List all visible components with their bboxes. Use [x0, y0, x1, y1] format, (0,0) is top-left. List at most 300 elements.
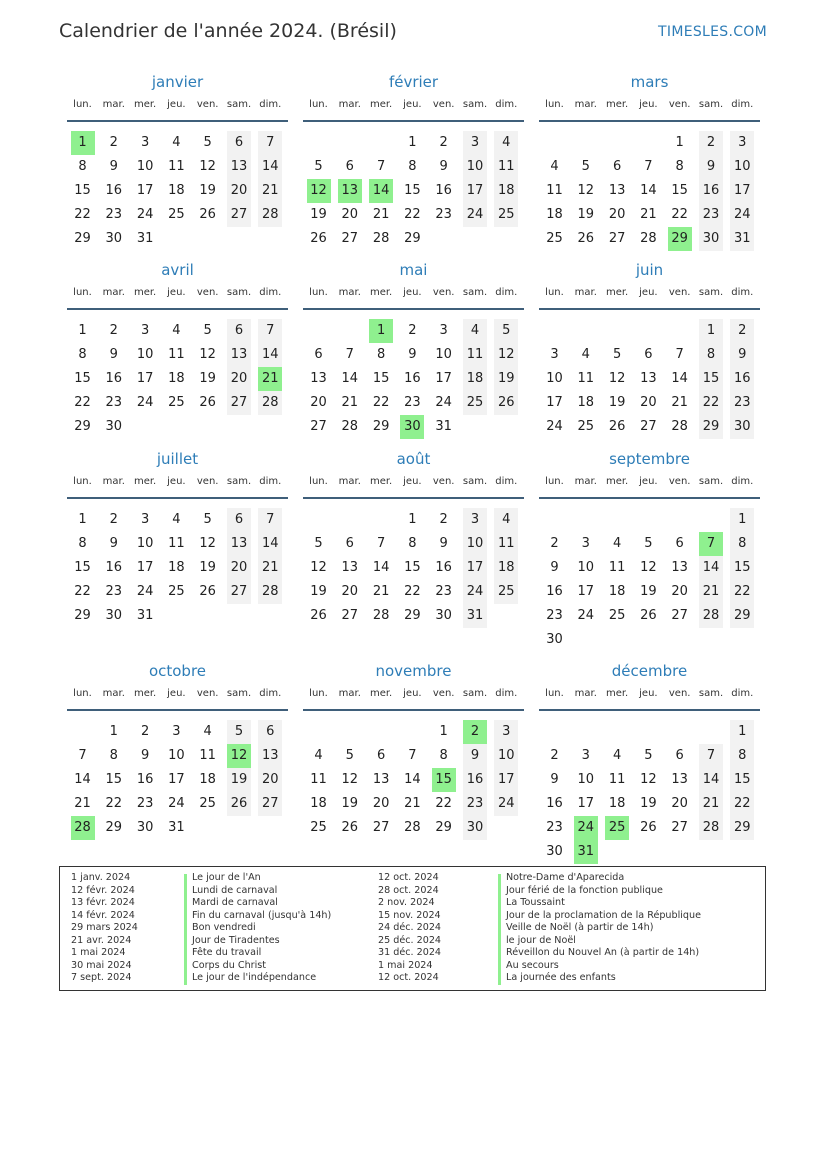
day-cell: 23: [136, 796, 154, 811]
day-cell: 30: [699, 227, 723, 251]
day-cell: 29: [730, 816, 754, 840]
day-cell: 21: [671, 395, 688, 410]
day-cell: 26: [310, 608, 327, 623]
day-cell: 5: [494, 319, 518, 343]
day-cell: 20: [310, 395, 327, 410]
day-cell: 5: [314, 159, 323, 174]
day-cell: 31: [435, 419, 452, 434]
day-cell: 6: [227, 131, 251, 155]
day-cell: 21: [258, 179, 282, 203]
day-cell: 16: [546, 584, 563, 599]
day-cell: 17: [494, 768, 518, 792]
holiday-name: Mardi de carnaval: [192, 897, 278, 908]
weekday-header: lun.: [309, 99, 328, 110]
day-cell: 13: [258, 744, 282, 768]
holiday-day-cell: 28: [71, 816, 95, 840]
day-cell: 2: [439, 135, 448, 150]
day-cell: 4: [203, 724, 212, 739]
day-cell: 3: [172, 724, 181, 739]
day-cell: 30: [105, 608, 123, 623]
day-cell: 6: [644, 347, 653, 362]
day-cell: 14: [699, 556, 723, 580]
day-cell: 3: [140, 323, 150, 338]
holiday-date: 1 mai 2024: [71, 947, 126, 958]
day-cell: 5: [644, 536, 653, 551]
day-cell: 19: [494, 367, 518, 391]
day-cell: 28: [699, 816, 723, 840]
day-cell: 25: [608, 608, 626, 623]
day-cell: 2: [439, 512, 448, 527]
day-cell: 21: [372, 584, 390, 599]
weekday-header: dim.: [731, 688, 754, 699]
day-cell: 21: [341, 395, 359, 410]
day-cell: 21: [640, 207, 657, 222]
day-cell: 22: [372, 395, 390, 410]
day-cell: 24: [136, 584, 154, 599]
weekday-header: mar.: [102, 476, 125, 487]
day-cell: 19: [310, 207, 327, 222]
day-cell: 3: [581, 536, 590, 551]
holiday-date: 31 déc. 2024: [378, 947, 442, 958]
day-cell: 29: [404, 608, 421, 623]
day-cell: 10: [577, 772, 595, 787]
weekday-header: jeu.: [403, 476, 422, 487]
holiday-name: Lundi de carnaval: [192, 884, 278, 896]
day-cell: 23: [105, 395, 123, 410]
day-cell: 4: [463, 319, 487, 343]
day-cell: 8: [408, 159, 417, 174]
weekday-header: sam.: [226, 287, 252, 298]
holiday-date: 25 déc. 2024: [378, 934, 442, 946]
day-cell: 9: [463, 744, 487, 768]
day-cell: 4: [172, 135, 181, 150]
weekday-header: ven.: [196, 688, 219, 699]
day-cell: 27: [258, 792, 282, 816]
day-cell: 14: [372, 560, 390, 575]
holiday-day-cell: 21: [258, 367, 282, 391]
month-name: mars: [630, 73, 669, 91]
day-cell: 11: [608, 772, 626, 787]
day-cell: 12: [608, 371, 626, 386]
day-cell: 17: [136, 560, 154, 575]
weekday-header: lun.: [73, 476, 92, 487]
holiday-day-cell: 14: [369, 179, 393, 203]
day-cell: 29: [74, 419, 91, 434]
day-cell: 15: [105, 772, 123, 787]
month-divider: [67, 308, 288, 310]
weekday-header: dim.: [259, 688, 282, 699]
day-cell: 5: [644, 748, 653, 763]
day-cell: 18: [608, 584, 626, 599]
day-cell: 6: [675, 748, 684, 763]
day-cell: 8: [78, 536, 87, 551]
day-cell: 27: [227, 580, 251, 604]
day-cell: 2: [408, 323, 417, 338]
day-cell: 26: [199, 584, 216, 599]
day-cell: 14: [341, 371, 359, 386]
day-cell: 13: [341, 560, 359, 575]
day-cell: 20: [341, 584, 359, 599]
day-cell: 23: [699, 203, 723, 227]
day-cell: 15: [699, 367, 723, 391]
day-cell: 4: [550, 159, 559, 174]
day-cell: 8: [730, 744, 754, 768]
day-cell: 23: [463, 792, 487, 816]
month-divider: [539, 120, 760, 122]
day-cell: 10: [577, 560, 595, 575]
holiday-dates-right: [378, 872, 441, 985]
day-cell: 16: [699, 179, 723, 203]
day-cell: 27: [227, 391, 251, 415]
day-cell: 26: [494, 391, 518, 415]
day-cell: 10: [136, 347, 154, 362]
day-cell: 7: [675, 347, 684, 362]
weekday-header: lun.: [309, 287, 328, 298]
day-cell: 7: [345, 347, 354, 362]
day-cell: 3: [494, 720, 518, 744]
weekday-header: mer.: [133, 99, 157, 110]
month-divider: [303, 308, 524, 310]
holiday-name: Le jour de l'An: [192, 872, 261, 883]
day-cell: 28: [372, 231, 390, 246]
day-cell: 2: [140, 724, 150, 739]
day-cell: 6: [258, 720, 282, 744]
day-cell: 16: [730, 367, 754, 391]
day-cell: 27: [227, 203, 251, 227]
day-cell: 27: [671, 820, 688, 835]
month-divider: [67, 120, 288, 122]
day-cell: 14: [74, 772, 91, 787]
day-cell: 10: [136, 159, 154, 174]
day-cell: 21: [699, 792, 723, 816]
weekday-header: ven.: [432, 99, 455, 110]
day-cell: 25: [310, 820, 327, 835]
day-cell: 20: [341, 207, 359, 222]
day-cell: 5: [203, 323, 212, 338]
weekday-header: lun.: [545, 99, 564, 110]
day-cell: 12: [199, 159, 216, 174]
weekday-header: lun.: [73, 99, 92, 110]
weekday-header: ven.: [432, 688, 455, 699]
day-cell: 7: [258, 131, 282, 155]
holiday-name: Corps du Christ: [192, 959, 267, 971]
day-cell: 30: [435, 608, 452, 623]
weekday-header: dim.: [731, 99, 754, 110]
weekday-header: mer.: [605, 476, 629, 487]
holiday-name: Fête du travail: [192, 947, 262, 958]
day-cell: 25: [463, 391, 487, 415]
day-cell: 6: [227, 319, 251, 343]
day-cell: 14: [258, 343, 282, 367]
weekday-header: mer.: [369, 99, 393, 110]
day-cell: 29: [105, 820, 123, 835]
day-cell: 4: [172, 512, 181, 527]
holiday-date: 28 oct. 2024: [378, 884, 439, 896]
day-cell: 30: [730, 415, 754, 439]
day-cell: 31: [136, 231, 154, 246]
day-cell: 22: [435, 796, 452, 811]
holiday-day-cell: 12: [307, 179, 331, 203]
day-cell: 6: [376, 748, 386, 763]
day-cell: 16: [404, 371, 421, 386]
day-cell: 17: [168, 772, 185, 787]
day-cell: 11: [168, 536, 185, 551]
holiday-name: La Toussaint: [506, 897, 565, 908]
day-cell: 16: [105, 183, 123, 198]
day-cell: 18: [494, 179, 518, 203]
weekday-header: mar.: [574, 476, 597, 487]
day-cell: 13: [640, 371, 657, 386]
weekday-header: mer.: [369, 688, 393, 699]
weekday-header: dim.: [259, 476, 282, 487]
day-cell: 16: [105, 371, 123, 386]
day-cell: 15: [404, 183, 421, 198]
day-cell: 20: [608, 207, 626, 222]
day-cell: 3: [550, 347, 559, 362]
month-divider: [539, 709, 760, 711]
holiday-day-cell: 29: [668, 227, 692, 251]
weekday-header: sam.: [226, 476, 252, 487]
holiday-day-cell: 31: [574, 840, 598, 864]
day-cell: 28: [372, 608, 390, 623]
weekday-header: dim.: [495, 99, 518, 110]
day-cell: 26: [227, 792, 251, 816]
day-cell: 10: [435, 347, 452, 362]
day-cell: 22: [730, 792, 754, 816]
day-cell: 31: [730, 227, 754, 251]
day-cell: 29: [372, 419, 390, 434]
day-cell: 18: [577, 395, 595, 410]
weekday-header: jeu.: [639, 476, 658, 487]
holiday-marker-bar: [498, 874, 501, 985]
day-cell: 18: [463, 367, 487, 391]
holiday-name: La journée des enfants: [506, 972, 616, 983]
day-cell: 17: [136, 183, 154, 198]
day-cell: 8: [408, 536, 417, 551]
month-name: février: [388, 73, 439, 91]
day-cell: 22: [74, 584, 91, 599]
day-cell: 23: [105, 207, 123, 222]
holiday-day-cell: 12: [227, 744, 251, 768]
weekday-header: dim.: [259, 99, 282, 110]
holiday-date: 13 févr. 2024: [71, 897, 135, 908]
day-cell: 19: [199, 560, 216, 575]
day-cell: 2: [109, 323, 118, 338]
day-cell: 18: [494, 556, 518, 580]
day-cell: 25: [494, 203, 518, 227]
holiday-name: Bon vendredi: [192, 922, 256, 933]
day-cell: 6: [612, 159, 622, 174]
day-cell: 16: [435, 183, 452, 198]
day-cell: 1: [675, 135, 684, 150]
holiday-date: 30 mai 2024: [71, 959, 132, 971]
holiday-name: Jour de la proclamation de la République: [506, 909, 702, 921]
weekday-header: dim.: [495, 688, 518, 699]
month-name: juillet: [156, 450, 199, 468]
day-cell: 22: [74, 395, 91, 410]
day-cell: 20: [372, 796, 390, 811]
weekday-header: mar.: [102, 688, 125, 699]
day-cell: 21: [74, 796, 91, 811]
month-divider: [539, 308, 760, 310]
day-cell: 18: [168, 560, 185, 575]
day-cell: 26: [577, 231, 595, 246]
weekday-header: ven.: [668, 688, 691, 699]
site-link[interactable]: TIMESLES.COM: [658, 24, 767, 40]
holiday-date: 12 oct. 2024: [378, 972, 439, 983]
weekday-header: sam.: [698, 476, 724, 487]
day-cell: 12: [640, 560, 657, 575]
day-cell: 8: [78, 347, 87, 362]
day-cell: 11: [168, 347, 185, 362]
holiday-date: 15 nov. 2024: [378, 909, 441, 921]
day-cell: 21: [372, 207, 390, 222]
weekday-header: sam.: [462, 688, 488, 699]
holiday-names-left: [192, 872, 331, 985]
day-cell: 4: [612, 748, 622, 763]
weekday-header: lun.: [309, 688, 328, 699]
day-cell: 9: [699, 155, 723, 179]
day-cell: 13: [310, 371, 327, 386]
day-cell: 27: [608, 231, 626, 246]
day-cell: 22: [74, 207, 91, 222]
holiday-day-cell: 15: [432, 768, 456, 792]
weekday-header: mer.: [605, 99, 629, 110]
day-cell: 16: [435, 560, 452, 575]
day-cell: 10: [494, 744, 518, 768]
day-cell: 26: [640, 608, 657, 623]
day-cell: 4: [172, 323, 181, 338]
day-cell: 17: [577, 796, 595, 811]
day-cell: 15: [74, 371, 91, 386]
day-cell: 24: [168, 796, 185, 811]
day-cell: 25: [494, 580, 518, 604]
day-cell: 27: [310, 419, 327, 434]
day-cell: 15: [730, 556, 754, 580]
day-cell: 26: [199, 395, 216, 410]
day-cell: 14: [671, 371, 688, 386]
day-cell: 25: [546, 231, 563, 246]
day-cell: 9: [730, 343, 754, 367]
day-cell: 18: [546, 207, 563, 222]
day-cell: 5: [345, 748, 354, 763]
day-cell: 27: [640, 419, 657, 434]
month-divider: [303, 497, 524, 499]
day-cell: 19: [640, 796, 657, 811]
day-cell: 1: [730, 508, 754, 532]
day-cell: 25: [577, 419, 595, 434]
holiday-date: 12 févr. 2024: [71, 884, 135, 896]
day-cell: 11: [168, 159, 185, 174]
holiday-dates-left: [71, 872, 138, 985]
day-cell: 1: [78, 323, 87, 338]
month-divider: [303, 120, 524, 122]
page-title: Calendrier de l'année 2024. (Brésil): [59, 20, 397, 42]
day-cell: 8: [730, 532, 754, 556]
day-cell: 7: [699, 744, 723, 768]
day-cell: 4: [612, 536, 622, 551]
weekday-header: ven.: [196, 99, 219, 110]
weekday-header: dim.: [731, 476, 754, 487]
holiday-name: Notre-Dame d'Aparecida: [506, 872, 625, 883]
weekday-header: sam.: [462, 99, 488, 110]
holiday-name: Jour de Tiradentes: [192, 934, 280, 946]
day-cell: 20: [227, 367, 251, 391]
holiday-names-right: [506, 872, 701, 985]
day-cell: 13: [227, 343, 251, 367]
day-cell: 20: [227, 556, 251, 580]
day-cell: 6: [345, 536, 354, 551]
day-cell: 4: [314, 748, 323, 763]
day-cell: 8: [439, 748, 448, 763]
holiday-day-cell: 2: [463, 720, 487, 744]
day-cell: 19: [227, 768, 251, 792]
day-cell: 15: [730, 768, 754, 792]
day-cell: 28: [699, 604, 723, 628]
weekday-header: ven.: [668, 99, 691, 110]
day-cell: 11: [494, 155, 518, 179]
weekday-header: jeu.: [167, 688, 186, 699]
day-cell: 30: [105, 419, 123, 434]
day-cell: 9: [109, 536, 118, 551]
weekday-header: jeu.: [167, 287, 186, 298]
weekday-header: lun.: [73, 688, 92, 699]
weekday-header: sam.: [226, 99, 252, 110]
holiday-date: 2 nov. 2024: [378, 897, 435, 908]
weekday-header: sam.: [698, 688, 724, 699]
weekday-header: mar.: [338, 287, 361, 298]
day-cell: 27: [671, 608, 688, 623]
weekday-header: mar.: [574, 99, 597, 110]
weekday-header: ven.: [432, 287, 455, 298]
holiday-day-cell: 25: [605, 816, 629, 840]
day-cell: 2: [550, 536, 559, 551]
holiday-day-cell: 30: [400, 415, 424, 439]
weekday-header: ven.: [196, 287, 219, 298]
day-cell: 3: [730, 131, 754, 155]
day-cell: 24: [494, 792, 518, 816]
day-cell: 10: [730, 155, 754, 179]
day-cell: 14: [258, 155, 282, 179]
day-cell: 2: [550, 748, 559, 763]
day-cell: 30: [546, 632, 563, 647]
day-cell: 4: [581, 347, 590, 362]
day-cell: 15: [74, 560, 91, 575]
day-cell: 19: [310, 584, 327, 599]
day-cell: 31: [168, 820, 185, 835]
day-cell: 29: [74, 231, 91, 246]
month-name: novembre: [375, 662, 452, 680]
day-cell: 28: [404, 820, 421, 835]
weekday-header: sam.: [698, 99, 724, 110]
day-cell: 10: [463, 155, 487, 179]
weekday-header: ven.: [196, 476, 219, 487]
day-cell: 17: [463, 179, 487, 203]
day-cell: 14: [404, 772, 421, 787]
weekday-header: dim.: [495, 476, 518, 487]
holiday-date: 24 déc. 2024: [378, 922, 442, 933]
holiday-name: le jour de Noël: [506, 934, 576, 946]
holiday-day-cell: 13: [338, 179, 362, 203]
day-cell: 8: [675, 159, 684, 174]
weekday-header: mar.: [338, 688, 361, 699]
day-cell: 27: [341, 231, 359, 246]
holiday-day-cell: 1: [369, 319, 393, 343]
day-cell: 24: [546, 419, 563, 434]
day-cell: 27: [341, 608, 359, 623]
holiday-date: 21 avr. 2024: [71, 934, 132, 946]
weekday-header: mer.: [133, 688, 157, 699]
